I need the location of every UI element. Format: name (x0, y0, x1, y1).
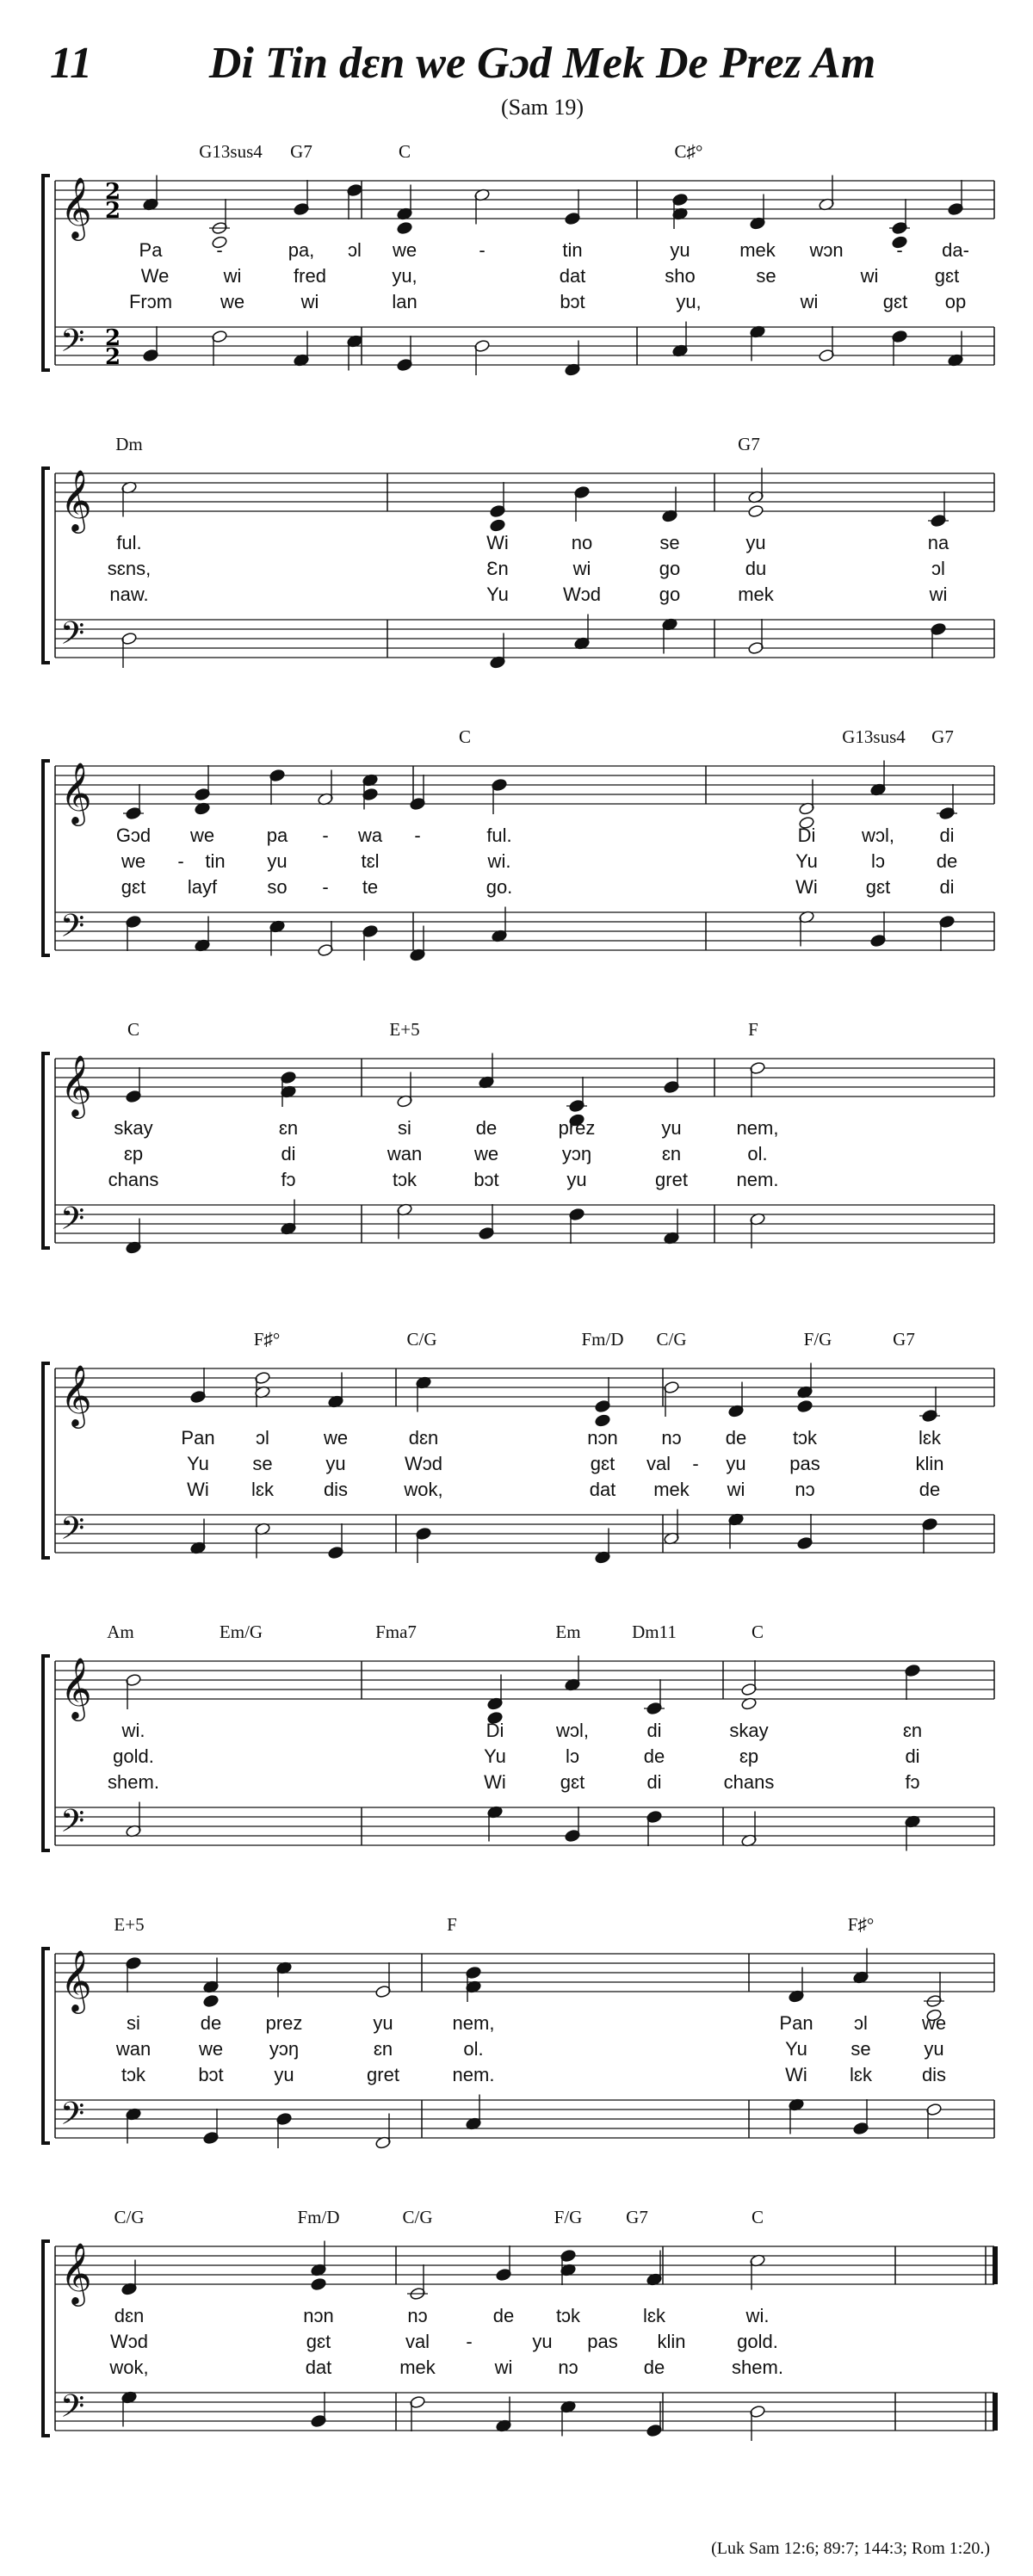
lyric-syllable: chans (723, 1771, 775, 1793)
scripture-reference: (Luk Sam 12:6; 89:7; 144:3; Rom 1:20.) (711, 2539, 990, 2558)
chord-symbol: G7 (626, 2207, 648, 2227)
lyric-syllable: Gɔd (115, 825, 152, 846)
lyric-syllable: si (127, 2012, 140, 2034)
lyric-syllable: wok, (109, 2357, 149, 2378)
lyric-syllable: naw. (109, 584, 149, 605)
lyric-verse-2 (0, 1745, 1033, 1770)
lyric-verse-3 (0, 2064, 1033, 2088)
lyric-syllable: Di (797, 825, 816, 846)
lyric-syllable: we (220, 291, 245, 312)
lyric-syllable: prez (265, 2012, 303, 2034)
lyric-syllable: ɔl (854, 2012, 868, 2034)
lyric-verse-2 (0, 850, 1033, 874)
lyric-syllable: de (725, 1427, 747, 1449)
lyric-syllable: pas (587, 2331, 618, 2352)
lyric-syllable: nɔ (407, 2305, 428, 2326)
lyric-syllable: mek (739, 239, 776, 261)
lyric-syllable: di (939, 825, 955, 846)
lyric-syllable: ɛn (278, 1117, 299, 1139)
lyric-syllable: we (198, 2038, 224, 2060)
lyric-syllable: go (659, 584, 681, 605)
chord-symbol: C/G (402, 2207, 433, 2227)
bass-staff (55, 1201, 994, 1245)
lyric-syllable: yu (566, 1169, 587, 1190)
lyric-syllable: nɔn (303, 2305, 334, 2326)
lyric-syllable: wi (572, 558, 591, 579)
music-system-8 (0, 2195, 1033, 2479)
treble-clef-icon: 𝄞 (60, 1053, 92, 1116)
lyric-syllable: gɛt (934, 265, 960, 287)
lyric-syllable: Yu (187, 1453, 209, 1474)
lyric-verse-2 (0, 265, 1033, 289)
lyric-syllable: - (216, 239, 223, 261)
lyric-verse-1 (0, 1117, 1033, 1141)
lyric-verse-1 (0, 1427, 1033, 1451)
music-system-6 (0, 1609, 1033, 1893)
chord-symbol: Fm/D (581, 1329, 624, 1350)
notehead (311, 2277, 327, 2291)
lyric-verse-3 (0, 1771, 1033, 1795)
lyric-verse-1 (0, 1720, 1033, 1744)
chord-symbol: C (751, 1622, 764, 1642)
lyric-syllable: de (475, 1117, 498, 1139)
lyric-verse-2 (0, 558, 1033, 582)
lyric-syllable: val (646, 1453, 671, 1474)
lyric-syllable: we (473, 1143, 499, 1164)
lyric-syllable: - (466, 2331, 473, 2352)
lyric-syllable: di (646, 1720, 662, 1741)
lyric-syllable: mek (738, 584, 774, 605)
lyric-syllable: pas (789, 1453, 820, 1474)
lyric-syllable: lɔ (566, 1745, 579, 1767)
lyric-syllable: wi. (121, 1720, 145, 1741)
lyric-syllable: di (905, 1745, 920, 1767)
lyric-syllable: op (944, 291, 967, 312)
bass-clef-icon: 𝄢 (60, 2388, 85, 2432)
notehead (397, 221, 413, 235)
lyric-syllable: klin (915, 1453, 944, 1474)
lyric-syllable: shem. (108, 1771, 159, 1793)
bass-clef-icon: 𝄢 (60, 1510, 85, 1554)
lyric-syllable: di (646, 1771, 662, 1793)
lyric-syllable: yu (532, 2331, 553, 2352)
lyric-syllable: bɔt (198, 2064, 224, 2085)
chord-symbol: G7 (290, 141, 312, 162)
lyric-syllable: wɔl, (556, 1720, 589, 1741)
lyric-verse-3 (0, 876, 1033, 900)
lyric-syllable: Ɛn (486, 558, 509, 579)
lyric-syllable: te (362, 876, 379, 898)
treble-clef-icon: 𝄞 (60, 1363, 92, 1426)
lyric-syllable: gɛt (865, 876, 891, 898)
lyric-syllable: wi (929, 584, 948, 605)
bass-clef-icon: 𝄢 (60, 2096, 85, 2140)
lyric-syllable: di (939, 876, 955, 898)
lyric-syllable: Yu (484, 1745, 506, 1767)
lyric-syllable: go (659, 558, 681, 579)
treble-clef-icon: 𝄞 (60, 761, 92, 824)
lyric-syllable: Yu (486, 584, 509, 605)
notehead (748, 504, 764, 518)
treble-staff (55, 2241, 994, 2307)
lyric-syllable: nem, (452, 2012, 495, 2034)
lyric-syllable: wan (115, 2038, 152, 2060)
lyric-syllable: gret (655, 1169, 688, 1190)
chord-symbol: F/G (554, 2207, 583, 2227)
music-system-3 (0, 714, 1033, 998)
hymn-subtitle: (Sam 19) (500, 95, 585, 120)
notehead (490, 519, 506, 533)
lyric-syllable: bɔt (560, 291, 585, 312)
chord-symbol: C (751, 2207, 764, 2227)
music-system-5 (0, 1317, 1033, 1601)
lyric-syllable: lɛk (643, 2305, 665, 2326)
chord-symbol: Dm11 (632, 1622, 677, 1642)
lyric-syllable: tɔk (555, 2305, 581, 2326)
music-system-2 (0, 422, 1033, 706)
lyric-syllable: wa (357, 825, 383, 846)
chord-symbol: F (447, 1914, 457, 1935)
lyric-syllable: yu (670, 239, 690, 261)
lyric-syllable: Wɔd (110, 2331, 148, 2352)
chord-symbol: Am (107, 1622, 134, 1642)
lyric-syllable: pa, (288, 239, 315, 261)
lyric-syllable: Pan (181, 1427, 215, 1449)
lyric-syllable: sho (665, 265, 696, 287)
bass-staff (55, 2096, 994, 2140)
lyric-syllable: yu (274, 2064, 294, 2085)
lyric-syllable: ɔl (931, 558, 945, 579)
time-signature-bottom: 2 (105, 198, 121, 224)
treble-staff (55, 176, 994, 241)
lyric-verse-2 (0, 2038, 1033, 2062)
lyric-syllable: Wɔd (405, 1453, 442, 1474)
treble-clef-icon: 𝄞 (60, 468, 92, 531)
lyric-syllable: ɔl (348, 239, 362, 261)
lyric-syllable: gɛt (560, 1771, 585, 1793)
lyric-syllable: fɔ (905, 1771, 920, 1793)
lyric-verse-1 (0, 825, 1033, 849)
lyric-syllable: dat (589, 1479, 616, 1500)
chord-symbol: G7 (931, 726, 954, 747)
lyric-syllable: we (392, 239, 418, 261)
lyric-syllable: ful. (486, 825, 512, 846)
lyric-syllable: dɛn (408, 1427, 439, 1449)
treble-staff (55, 1053, 994, 1119)
time-signature-top: 2 (105, 325, 121, 351)
bass-clef-icon: 𝄢 (60, 1803, 85, 1847)
final-barline (993, 2246, 998, 2284)
lyric-syllable: - (177, 850, 184, 872)
lyric-syllable: nɔ (661, 1427, 682, 1449)
lyric-syllable: layf (187, 876, 218, 898)
lyric-syllable: Frɔm (128, 291, 173, 312)
lyric-verse-3 (0, 291, 1033, 315)
lyric-syllable: si (398, 1117, 411, 1139)
bass-clef-icon: 𝄢 (60, 323, 85, 367)
lyric-syllable: nɔ (795, 1479, 815, 1500)
hymn-title: Di Tin dɛn we Gɔd Mek De Prez Am (208, 39, 876, 88)
lyric-syllable: Wi (785, 2064, 807, 2085)
lyric-syllable: gɛt (590, 1453, 615, 1474)
lyric-syllable: yɔŋ (269, 2038, 300, 2060)
lyric-syllable: We (140, 265, 170, 287)
lyric-syllable: tin (205, 850, 226, 872)
lyric-syllable: nɔ (558, 2357, 578, 2378)
lyric-syllable: no (571, 532, 593, 553)
bass-staff (55, 615, 994, 659)
lyric-syllable: lɛk (251, 1479, 274, 1500)
lyric-syllable: klin (657, 2331, 686, 2352)
lyric-syllable: de (492, 2305, 515, 2326)
lyric-syllable: - (896, 239, 903, 261)
lyric-syllable: bɔt (473, 1169, 499, 1190)
chord-symbol: Fm/D (297, 2207, 340, 2227)
lyric-verse-1 (0, 532, 1033, 556)
lyric-syllable: wi (860, 265, 879, 287)
chord-symbol: F (748, 1019, 758, 1040)
chord-symbol: F/G (803, 1329, 832, 1350)
lyric-syllable: mek (653, 1479, 690, 1500)
lyric-syllable: wok, (404, 1479, 443, 1500)
chord-symbol: Em (555, 1622, 581, 1642)
lyric-syllable: dat (559, 265, 586, 287)
lyric-syllable: yu (373, 2012, 393, 2034)
bass-staff (55, 323, 994, 370)
hymn-number: 11 (50, 39, 93, 88)
lyric-syllable: Wi (484, 1771, 506, 1793)
lyric-syllable: Yu (795, 850, 818, 872)
lyric-syllable: Pan (779, 2012, 813, 2034)
chord-symbol: C (127, 1019, 140, 1040)
bass-clef-icon: 𝄢 (60, 1201, 85, 1245)
lyric-syllable: di (281, 1143, 296, 1164)
lyric-syllable: dɛn (114, 2305, 145, 2326)
lyric-syllable: de (936, 850, 958, 872)
lyric-syllable: wan (387, 1143, 423, 1164)
lyric-syllable: wi (494, 2357, 513, 2378)
time-signature-bottom: 2 (105, 344, 121, 370)
lyric-syllable: dis (921, 2064, 947, 2085)
lyric-syllable: lan (392, 291, 418, 312)
lyric-syllable: pa (266, 825, 288, 846)
lyric-syllable: shem. (732, 2357, 783, 2378)
time-signature-top: 2 (105, 179, 121, 205)
lyric-syllable: Wɔd (563, 584, 601, 605)
chord-symbol: Fma7 (375, 1622, 417, 1642)
lyric-verse-2 (0, 2331, 1033, 2355)
notehead (595, 1414, 611, 1428)
lyric-syllable: du (745, 558, 767, 579)
lyric-syllable: yu (745, 532, 766, 553)
chord-symbol: Dm (115, 434, 143, 454)
lyric-syllable: wi. (487, 850, 511, 872)
treble-clef-icon: 𝄞 (60, 176, 92, 238)
music-system-1 (0, 129, 1033, 413)
chord-symbol: C/G (656, 1329, 687, 1350)
lyric-syllable: tɔk (121, 2064, 146, 2085)
lyric-syllable: - (322, 876, 329, 898)
lyric-syllable: wi (223, 265, 242, 287)
chord-symbol: F♯° (847, 1914, 875, 1935)
lyric-syllable: nem, (736, 1117, 779, 1139)
treble-staff (55, 1656, 994, 1721)
lyric-syllable: yɔŋ (561, 1143, 592, 1164)
notehead (797, 1399, 813, 1413)
chord-symbol: C/G (406, 1329, 437, 1350)
lyric-verse-3 (0, 1479, 1033, 1503)
lyric-syllable: yu (325, 1453, 346, 1474)
chord-symbol: C/G (114, 2207, 145, 2227)
lyric-syllable: wɔl, (862, 825, 894, 846)
lyric-syllable: tin (562, 239, 583, 261)
lyric-syllable: Pa (139, 239, 163, 261)
lyric-syllable: - (692, 1453, 699, 1474)
lyric-syllable: yu (726, 1453, 746, 1474)
chord-symbol: E+5 (114, 1914, 145, 1935)
lyric-verse-3 (0, 1169, 1033, 1193)
lyric-syllable: ɛp (739, 1745, 759, 1767)
lyric-syllable: nem. (452, 2064, 495, 2085)
lyric-syllable: se (756, 265, 776, 287)
chord-symbol: F♯° (253, 1329, 281, 1350)
lyric-syllable: so (267, 876, 288, 898)
lyric-syllable: tɔk (392, 1169, 418, 1190)
lyric-syllable: ol. (463, 2038, 484, 2060)
lyric-syllable: lɛk (850, 2064, 872, 2085)
lyric-verse-3 (0, 584, 1033, 608)
lyric-syllable: se (851, 2038, 871, 2060)
music-system-4 (0, 1007, 1033, 1291)
lyric-syllable: ol. (747, 1143, 768, 1164)
lyric-syllable: ful. (116, 532, 142, 553)
lyric-syllable: tɛl (361, 850, 380, 872)
lyric-syllable: we (121, 850, 146, 872)
lyric-syllable: de (200, 2012, 222, 2034)
lyric-syllable: Di (486, 1720, 504, 1741)
lyric-syllable: se (659, 532, 680, 553)
lyric-syllable: gɛt (121, 876, 146, 898)
treble-clef-icon: 𝄞 (60, 2241, 92, 2304)
lyric-syllable: wɔn (809, 239, 844, 261)
lyric-syllable: mek (399, 2357, 436, 2378)
final-barline (993, 2393, 998, 2431)
lyric-syllable: wi (300, 291, 319, 312)
lyric-verse-1 (0, 239, 1033, 263)
lyric-syllable: nem. (736, 1169, 779, 1190)
treble-staff (55, 1949, 994, 2014)
lyric-verse-2 (0, 1453, 1033, 1477)
lyric-syllable: we (921, 2012, 947, 2034)
lyric-syllable: Wi (187, 1479, 209, 1500)
lyric-verse-1 (0, 2012, 1033, 2036)
lyric-syllable: we (323, 1427, 349, 1449)
lyric-syllable: wi (800, 291, 819, 312)
lyric-syllable: we (189, 825, 215, 846)
lyric-syllable: - (322, 825, 329, 846)
lyric-syllable: skay (729, 1720, 769, 1741)
lyric-syllable: ɛp (123, 1143, 144, 1164)
lyric-syllable: sɛns, (107, 558, 152, 579)
lyric-syllable: Wi (486, 532, 509, 553)
chord-symbol: C (398, 141, 411, 162)
lyric-syllable: gɛt (882, 291, 908, 312)
lyric-syllable: prez (558, 1117, 596, 1139)
treble-clef-icon: 𝄞 (60, 1949, 92, 2011)
lyric-syllable: wi. (745, 2305, 770, 2326)
lyric-syllable: nɔn (587, 1427, 618, 1449)
lyric-syllable: - (414, 825, 421, 846)
lyric-syllable: de (919, 1479, 941, 1500)
lyric-syllable: yu (924, 2038, 944, 2060)
lyric-syllable: yu (661, 1117, 682, 1139)
lyric-syllable: dat (305, 2357, 332, 2378)
chord-symbol: G13sus4 (842, 726, 906, 747)
lyric-syllable: - (479, 239, 486, 261)
lyric-syllable: yu, (392, 265, 418, 287)
bass-staff (55, 2388, 994, 2432)
lyric-syllable: Wi (795, 876, 818, 898)
lyric-syllable: ɛn (902, 1720, 923, 1741)
chord-symbol: G13sus4 (199, 141, 263, 162)
chord-symbol: G7 (893, 1329, 915, 1350)
lyric-verse-3 (0, 2357, 1033, 2381)
lyric-syllable: val (405, 2331, 430, 2352)
lyric-syllable: go. (486, 876, 513, 898)
bass-clef-icon: 𝄢 (60, 908, 85, 952)
treble-clef-icon: 𝄞 (60, 1656, 92, 1719)
treble-staff (55, 468, 994, 534)
lyric-syllable: tɔk (792, 1427, 818, 1449)
lyric-syllable: skay (114, 1117, 153, 1139)
lyric-syllable: gold. (737, 2331, 778, 2352)
chord-symbol: C♯° (674, 141, 703, 162)
lyric-syllable: se (252, 1453, 273, 1474)
lyric-syllable: dis (323, 1479, 349, 1500)
lyric-syllable: wi (727, 1479, 745, 1500)
lyric-syllable: ɛn (373, 2038, 393, 2060)
lyric-syllable: yu, (676, 291, 702, 312)
lyric-syllable: yu (267, 850, 288, 872)
lyric-syllable: ɔl (256, 1427, 269, 1449)
lyric-syllable: fred (294, 265, 326, 287)
music-system-7 (0, 1902, 1033, 2186)
chord-symbol: C (458, 726, 472, 747)
lyric-syllable: de (643, 1745, 665, 1767)
lyric-syllable: gret (367, 2064, 399, 2085)
lyric-syllable: na (927, 532, 949, 553)
lyric-syllable: ɛn (661, 1143, 682, 1164)
chord-symbol: Em/G (219, 1622, 263, 1642)
bass-clef-icon: 𝄢 (60, 615, 85, 659)
bass-staff (55, 1803, 994, 1847)
lyric-syllable: gɛt (306, 2331, 331, 2352)
chord-symbol: E+5 (389, 1019, 420, 1040)
lyric-syllable: chans (108, 1169, 159, 1190)
notehead (203, 1994, 220, 2008)
lyric-syllable: lɔ (871, 850, 885, 872)
lyric-syllable: da- (942, 239, 969, 261)
lyric-syllable: Yu (785, 2038, 807, 2060)
lyric-verse-2 (0, 1143, 1033, 1167)
lyric-syllable: lɛk (919, 1427, 941, 1449)
chord-symbol: G7 (738, 434, 760, 454)
lyric-syllable: fɔ (281, 1169, 296, 1190)
lyric-syllable: gold. (113, 1745, 154, 1767)
lyric-syllable: de (643, 2357, 665, 2378)
lyric-verse-1 (0, 2305, 1033, 2329)
